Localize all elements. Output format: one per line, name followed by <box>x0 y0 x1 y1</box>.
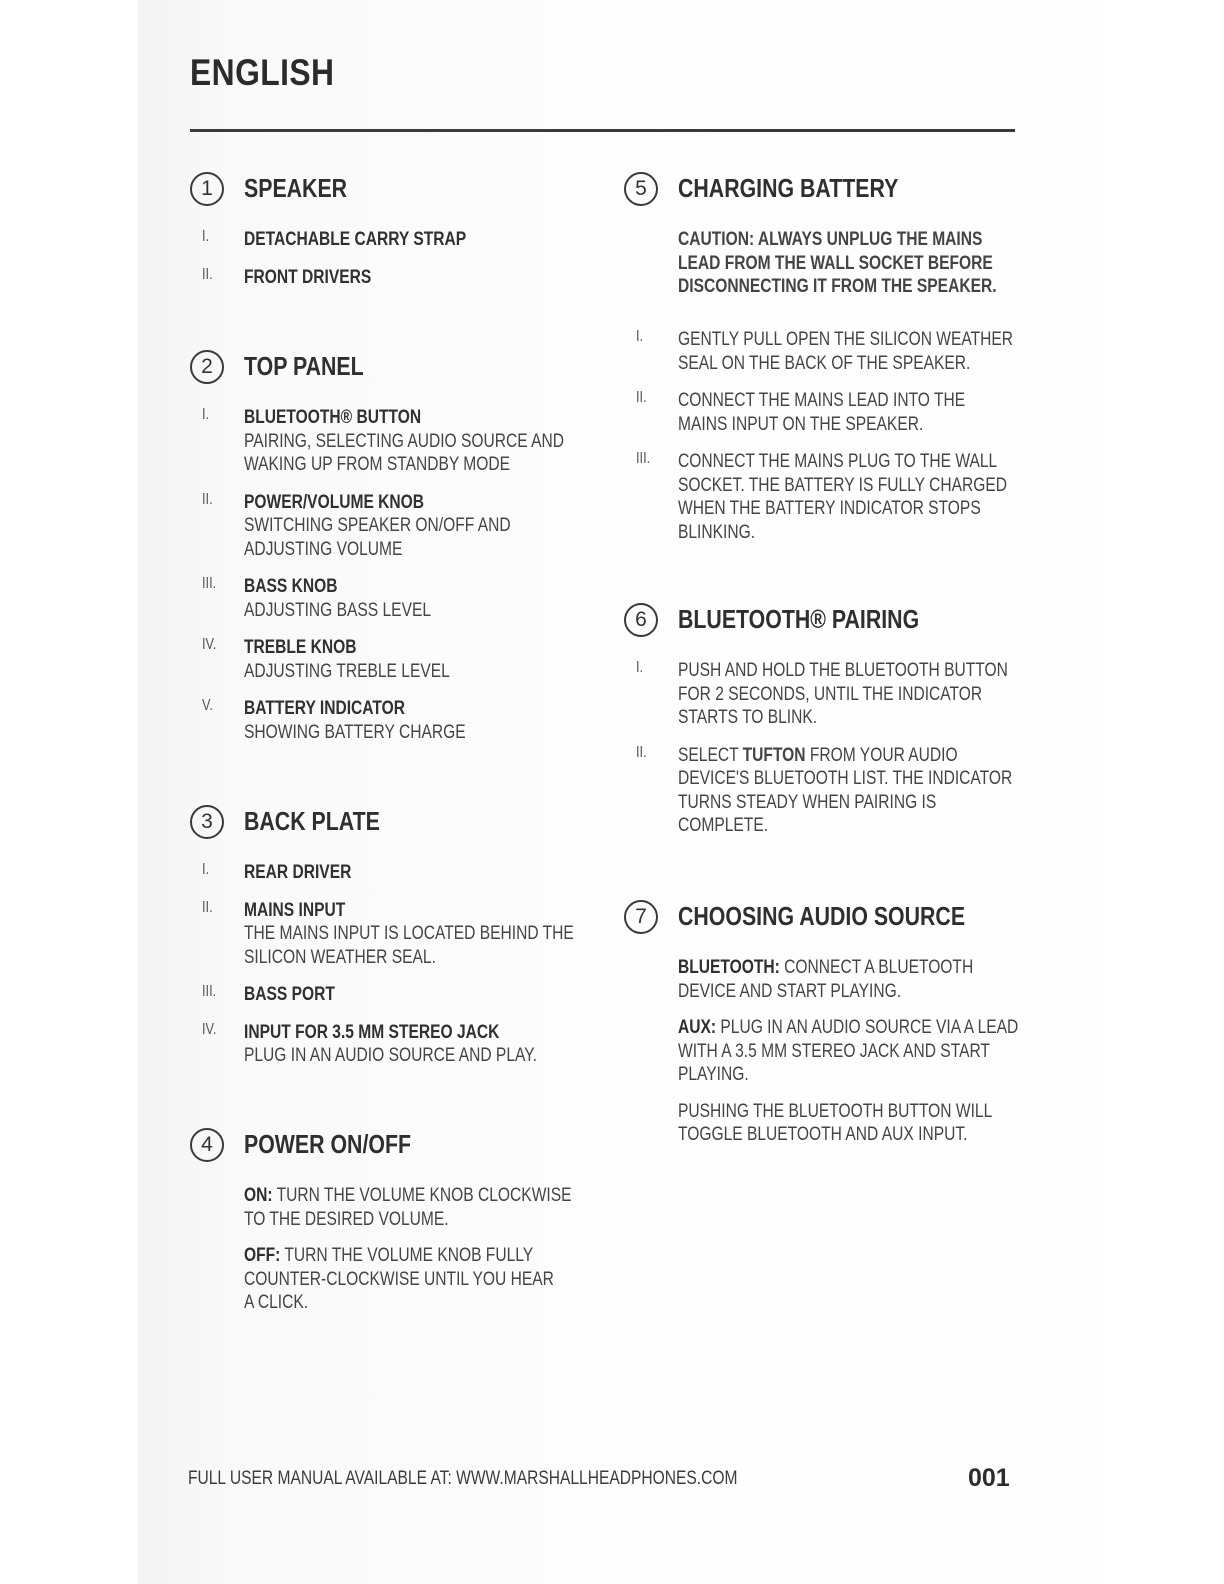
list-item <box>636 389 1056 436</box>
item-list <box>202 228 622 303</box>
caution-line: DISCONNECTING IT FROM THE SPEAKER. <box>678 276 997 297</box>
section-header <box>624 601 1024 641</box>
roman-numeral: II. <box>202 898 213 916</box>
roman-numeral: V. <box>202 697 213 714</box>
paragraph-line <box>678 1016 1022 1040</box>
section-title: BLUETOOTH® PAIRING <box>678 604 920 634</box>
item-description: PAIRING, SELECTING AUDIO SOURCE AND <box>244 430 565 452</box>
section-number-badge: 2 <box>190 350 224 384</box>
list-item <box>636 659 1056 730</box>
item-title: POWER/VOLUME KNOB <box>244 491 425 513</box>
item-list <box>636 659 1056 852</box>
list-item <box>202 636 622 683</box>
item-title: INPUT FOR 3.5 MM STEREO JACK <box>244 1021 500 1043</box>
item-description: SEAL ON THE BACK OF THE SPEAKER. <box>678 352 971 374</box>
paragraph-line: PLAYING. <box>678 1064 749 1085</box>
roman-numeral: II. <box>636 389 647 406</box>
item-description: SWITCHING SPEAKER ON/OFF AND <box>244 515 511 536</box>
paragraph-text: CONNECT A BLUETOOTH <box>779 957 974 978</box>
power-off-paragraph <box>244 1244 664 1315</box>
section-power-onoff <box>190 1126 590 1313</box>
description-text: FROM YOUR AUDIO <box>805 744 958 766</box>
item-description: COMPLETE. <box>678 815 769 836</box>
caution-line: CAUTION: ALWAYS UNPLUG THE MAINS <box>678 229 983 250</box>
device-name-tufton: TUFTON <box>742 744 806 766</box>
power-on-paragraph <box>244 1184 664 1231</box>
item-title: BASS KNOB <box>244 576 338 597</box>
item-description: THE MAINS INPUT IS LOCATED BEHIND THE <box>244 923 574 944</box>
section-title: SPEAKER <box>244 173 348 203</box>
roman-numeral: I. <box>202 861 210 878</box>
list-item <box>202 1021 622 1068</box>
aux-source-paragraph <box>678 1016 1098 1087</box>
section-header <box>624 170 1024 210</box>
roman-numeral: III. <box>202 575 217 592</box>
caution-line: LEAD FROM THE WALL SOCKET BEFORE <box>678 252 993 274</box>
section-title: BACK PLATE <box>244 806 380 836</box>
bluetooth-source-paragraph <box>678 956 1098 1003</box>
roman-numeral: I. <box>202 228 210 245</box>
item-title: FRONT DRIVERS <box>244 266 372 288</box>
item-description <box>678 744 988 768</box>
section-body <box>678 956 1098 1147</box>
list-item <box>202 697 622 744</box>
paragraph-line <box>678 956 1022 980</box>
list-item <box>202 406 622 477</box>
paragraph-line: PUSHING THE BLUETOOTH BUTTON WILL <box>678 1100 993 1122</box>
section-title: CHARGING BATTERY <box>678 173 899 203</box>
item-description: GENTLY PULL OPEN THE SILICON WEATHER <box>678 329 1014 350</box>
roman-numeral: IV. <box>202 636 217 653</box>
caution-note <box>678 228 1098 299</box>
footer-manual-url: FULL USER MANUAL AVAILABLE AT: WWW.MARSHALLHEADPHONES.COM <box>188 1468 738 1489</box>
section-body <box>244 1184 664 1315</box>
section-top-panel <box>190 348 590 743</box>
roman-numeral: II. <box>202 490 213 508</box>
list-item <box>202 228 622 252</box>
section-number-badge: 5 <box>624 172 658 206</box>
section-header <box>190 1126 590 1166</box>
roman-numeral: III. <box>202 983 217 1000</box>
item-list <box>202 406 622 758</box>
item-description: STARTS TO BLINK. <box>678 707 818 728</box>
item-title: BLUETOOTH® BUTTON <box>244 407 422 428</box>
roman-numeral: II. <box>202 265 213 283</box>
section-header <box>624 898 1024 938</box>
list-item <box>202 491 622 562</box>
item-description: SOCKET. THE BATTERY IS FULLY CHARGED <box>678 474 1007 496</box>
power-off-label: OFF: <box>244 1245 281 1266</box>
section-number-badge: 7 <box>624 900 658 934</box>
item-title: DETACHABLE CARRY STRAP <box>244 229 467 250</box>
item-description: WAKING UP FROM STANDBY MODE <box>244 454 511 475</box>
paragraph-text: TURN THE VOLUME KNOB CLOCKWISE <box>272 1185 572 1206</box>
section-speaker <box>190 170 590 288</box>
list-item <box>202 575 622 622</box>
roman-numeral: I. <box>636 328 644 345</box>
section-body <box>678 228 1098 321</box>
paragraph-line: WITH A 3.5 MM STEREO JACK AND START <box>678 1040 990 1062</box>
section-title: CHOOSING AUDIO SOURCE <box>678 901 966 931</box>
section-header <box>190 170 590 210</box>
section-title: POWER ON/OFF <box>244 1129 412 1159</box>
paragraph-line: TOGGLE BLUETOOTH AND AUX INPUT. <box>678 1124 968 1145</box>
paragraph-line: TO THE DESIRED VOLUME. <box>244 1208 449 1230</box>
paragraph-line <box>244 1184 588 1208</box>
item-title: BATTERY INDICATOR <box>244 698 406 719</box>
section-charging-battery <box>624 170 1024 543</box>
item-description: MAINS INPUT ON THE SPEAKER. <box>678 413 924 435</box>
description-text: SELECT <box>678 744 743 766</box>
item-description: SILICON WEATHER SEAL. <box>244 946 436 968</box>
paragraph-text: PLUG IN AN AUDIO SOURCE VIA A LEAD <box>716 1017 1019 1038</box>
list-item <box>202 266 622 290</box>
section-title: TOP PANEL <box>244 351 364 381</box>
section-number-badge: 6 <box>624 603 658 637</box>
list-item <box>636 744 1056 838</box>
item-title: REAR DRIVER <box>244 862 352 883</box>
roman-numeral: IV. <box>202 1020 217 1038</box>
list-item <box>636 328 1056 375</box>
power-on-label: ON: <box>244 1185 273 1206</box>
bluetooth-label: BLUETOOTH: <box>678 957 780 978</box>
paragraph-line: A CLICK. <box>244 1292 309 1313</box>
item-description: ADJUSTING TREBLE LEVEL <box>244 660 450 682</box>
item-description: DEVICE'S BLUETOOTH LIST. THE INDICATOR <box>678 768 1013 789</box>
section-number-badge: 4 <box>190 1128 224 1162</box>
paragraph-text: TURN THE VOLUME KNOB FULLY <box>280 1245 534 1266</box>
page-number: 001 <box>968 1464 1010 1492</box>
item-title: BASS PORT <box>244 984 335 1005</box>
item-title: MAINS INPUT <box>244 899 346 921</box>
section-bluetooth-pairing <box>624 601 1024 836</box>
roman-numeral: III. <box>636 450 651 467</box>
heading-rule <box>190 129 1015 132</box>
paragraph-line <box>244 1244 588 1268</box>
section-number-badge: 1 <box>190 172 224 206</box>
item-description: WHEN THE BATTERY INDICATOR STOPS <box>678 498 981 519</box>
item-description: ADJUSTING BASS LEVEL <box>244 599 432 621</box>
page-heading: ENGLISH <box>190 52 335 93</box>
item-description: FOR 2 SECONDS, UNTIL THE INDICATOR <box>678 683 983 705</box>
item-description: SHOWING BATTERY CHARGE <box>244 721 466 743</box>
item-description: CONNECT THE MAINS LEAD INTO THE <box>678 390 966 411</box>
list-item <box>636 450 1056 544</box>
section-back-plate <box>190 803 590 1066</box>
section-header <box>190 348 590 388</box>
item-list <box>636 328 1056 558</box>
toggle-paragraph <box>678 1100 1098 1147</box>
paragraph-line: COUNTER-CLOCKWISE UNTIL YOU HEAR <box>244 1268 554 1290</box>
item-description: BLINKING. <box>678 521 756 543</box>
list-item <box>202 983 622 1007</box>
item-description: ADJUSTING VOLUME <box>244 538 403 560</box>
item-description: PLUG IN AN AUDIO SOURCE AND PLAY. <box>244 1045 537 1066</box>
item-title: TREBLE KNOB <box>244 637 357 658</box>
list-item <box>202 861 622 885</box>
aux-label: AUX: <box>678 1017 717 1038</box>
item-description: CONNECT THE MAINS PLUG TO THE WALL <box>678 451 998 472</box>
list-item <box>202 899 622 970</box>
section-audio-source <box>624 898 1024 1145</box>
item-description: PUSH AND HOLD THE BLUETOOTH BUTTON <box>678 660 1008 681</box>
roman-numeral: II. <box>636 743 647 761</box>
paragraph-line: DEVICE AND START PLAYING. <box>678 980 902 1002</box>
section-number-badge: 3 <box>190 805 224 839</box>
roman-numeral: I. <box>202 406 210 423</box>
roman-numeral: I. <box>636 659 644 676</box>
item-list <box>202 861 622 1082</box>
section-header <box>190 803 590 843</box>
item-description: TURNS STEADY WHEN PAIRING IS <box>678 791 937 813</box>
